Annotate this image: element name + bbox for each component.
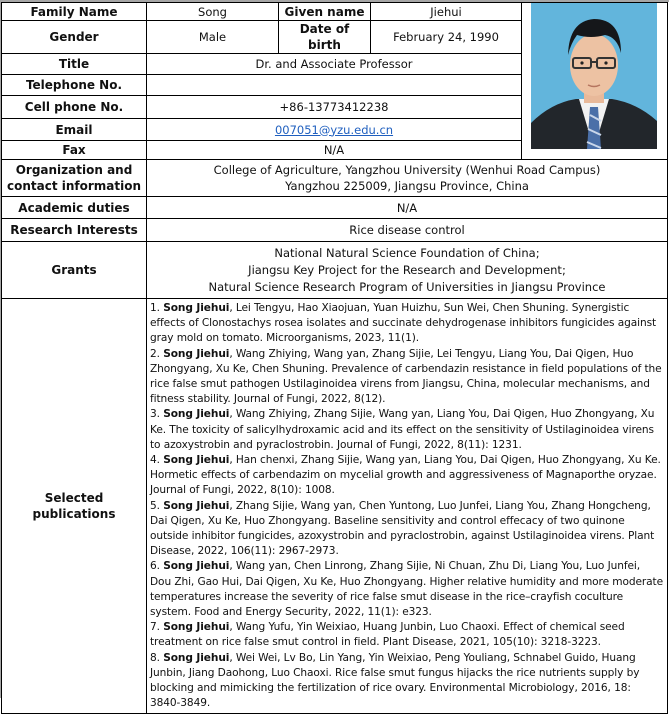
row-organization — [2, 160, 668, 197]
fax-label: Fax — [2, 141, 147, 160]
organization-label-line-2: contact information — [6, 179, 142, 193]
publication-citation: , Wang Zhiying, Zhang Sijie, Wang yan, Liang You, Dai Qigen, Huo Zhongyang, Xu Ke. The toxicity of salicylhydroxamic acid and its effect on the sensitivity of Ustilaginoidea virens to azoxystrobin and pyraclostrobin. Journal of Fungi, 2022, 8(11): 1231. — [150, 408, 655, 451]
grant-item: Natural Science Research Program of Universities in Jiangsu Province — [208, 279, 606, 294]
photo-cell — [522, 3, 668, 160]
publication-item — [150, 499, 663, 560]
dob-label: Date of birth — [279, 21, 371, 54]
fax-value: N/A — [147, 141, 522, 160]
family-name-label: Family Name — [2, 3, 147, 21]
cell-label: Cell phone No. — [2, 96, 147, 119]
publication-item — [150, 301, 663, 347]
cell-value: +86-13773412238 — [147, 96, 522, 119]
email-label: Email — [2, 119, 147, 141]
organization-line-1: College of Agriculture, Yangzhou University (Wenhui Road Campus) — [213, 163, 601, 177]
publication-number: 2. — [150, 347, 160, 360]
publication-item — [150, 651, 663, 712]
publication-number: 3. — [150, 408, 160, 421]
email-cell — [147, 119, 522, 141]
publication-author: Song Jiehui — [163, 560, 230, 573]
family-name-value: Song — [147, 3, 279, 21]
profile-table — [1, 2, 668, 714]
publication-item — [150, 620, 663, 650]
publication-author: Song Jiehui — [163, 621, 230, 634]
publication-item — [150, 347, 663, 408]
grant-item: National Natural Science Foundation of China; — [274, 245, 540, 260]
organization-value — [147, 160, 668, 197]
title-value: Dr. and Associate Professor — [147, 54, 522, 75]
publication-number: 6. — [150, 560, 160, 573]
email-link[interactable]: 007051@yzu.edu.cn — [274, 122, 394, 137]
publication-author: Song Jiehui — [163, 499, 230, 512]
telephone-label: Telephone No. — [2, 75, 147, 96]
given-name-value: Jiehui — [371, 3, 522, 21]
publication-author: Song Jiehui — [163, 347, 230, 360]
publication-author: Song Jiehui — [163, 408, 230, 421]
grants-value — [147, 242, 668, 299]
telephone-value — [147, 75, 522, 96]
portrait-image — [531, 3, 657, 149]
dob-value: February 24, 1990 — [371, 21, 522, 54]
publications-label: Selected publications — [2, 299, 147, 714]
publication-item — [150, 453, 663, 499]
publication-number: 1. — [150, 302, 160, 314]
grants-label: Grants — [2, 242, 147, 299]
academic-duties-label: Academic duties — [2, 197, 147, 219]
research-interests-label: Research Interests — [2, 219, 147, 242]
gender-label: Gender — [2, 21, 147, 54]
row-grants — [2, 242, 668, 299]
organization-line-2: Yangzhou 225009, Jiangsu Province, China — [285, 179, 529, 193]
publication-author: Song Jiehui — [163, 651, 230, 664]
publications-list — [147, 299, 668, 714]
row-publications — [2, 299, 668, 714]
publication-author: Song Jiehui — [163, 302, 230, 314]
row-family-name — [2, 3, 668, 21]
row-research-interests — [2, 219, 668, 242]
publication-citation: , Wang Yufu, Yin Weixiao, Huang Junbin, Luo Chaoxi. Effect of chemical seed treatment on rice false smut control in field. Plant Disease, 2021, 105(10): 3218-3223. — [150, 621, 625, 649]
publication-citation: , Wang Zhiying, Wang yan, Zhang Sijie, Lei Tengyu, Liang You, Dai Qigen, Huo Zhongyang, Xu Ke, Chen Shuning. Prevalence of carbendazin resistance in field populations of the rice false smut pathogen Ustilaginoidea virens from Jiangsu, China, molecular mechanisms, and fitness stability. Journal of Fungi, 2022, 8(12). — [150, 347, 662, 406]
publication-citation: , Zhang Sijie, Wang yan, Chen Yuntong, Luo Junfei, Liang You, Zhang Hongcheng, Dai Qigen, Xu Ke, Huo Zhongyang. Baseline sensitivity and control effecacy of two quinone outside inhibitor fungicides, azoxystrobin and pyraclostrobin, against Ustilaginoidea virens. Plant Disease, 2022, 106(11): 2967-2973. — [150, 499, 655, 558]
publication-item — [150, 407, 663, 453]
row-academic-duties — [2, 197, 668, 219]
publication-author: Song Jiehui — [163, 454, 230, 467]
organization-label-line-1: Organization and — [15, 163, 133, 177]
publication-citation: , Lei Tengyu, Hao Xiaojuan, Yuan Huizhu, Sun Wei, Chen Shuning. Synergistic effects of Clonostachys rosea isolates and succinate dehydrogenase inhibitors fungicides against gray mold on tomato. Microorganisms, 2023, 11(1). — [150, 302, 657, 345]
publication-number: 5. — [150, 499, 160, 512]
publication-citation: , Han chenxi, Zhang Sijie, Wang yan, Liang You, Dai Qigen, Huo Zhongyang, Xu Ke. Hormetic effects of carbendazim on mycelial growth and aggressiveness of Magnaporthe oryzae. Journal of Fungi, 2022, 8(10): 1008. — [150, 454, 661, 497]
publication-item — [150, 559, 663, 620]
publication-number: 4. — [150, 454, 160, 467]
publication-citation: , Wei Wei, Lv Bo, Lin Yang, Yin Weixiao, Peng Youliang, Schnabel Guido, Huang Junbin, Jiang Daohong, Luo Chaoxi. Rice false smut fungus hijacks the rice nutrients supply by blocking and mimicking the fertilization of rice ovary. Environmental Microbiology, 2016, 18: 3840-3849. — [150, 651, 640, 710]
given-name-label: Given name — [279, 3, 371, 21]
profile-photo — [531, 3, 657, 149]
gender-value: Male — [147, 21, 279, 54]
academic-duties-value: N/A — [147, 197, 668, 219]
organization-label — [2, 160, 147, 197]
publication-number: 8. — [150, 651, 160, 664]
grant-item: Jiangsu Key Project for the Research and Development; — [248, 262, 566, 277]
research-interests-value: Rice disease control — [147, 219, 668, 242]
publication-number: 7. — [150, 621, 160, 634]
publication-citation: , Wang yan, Chen Linrong, Zhang Sijie, Ni Chuan, Zhu Di, Liang You, Luo Junfei, Dou Zhi, Gao Hui, Dai Qigen, Xu Ke, Huo Zhongyang. Higher relative humidity and more moderate temperatures increase the severity of rice false smut disease in the rice–crayfish coculture system. Food and Energy Security, 2022, 11(1): e323. — [150, 560, 664, 619]
title-label: Title — [2, 54, 147, 75]
